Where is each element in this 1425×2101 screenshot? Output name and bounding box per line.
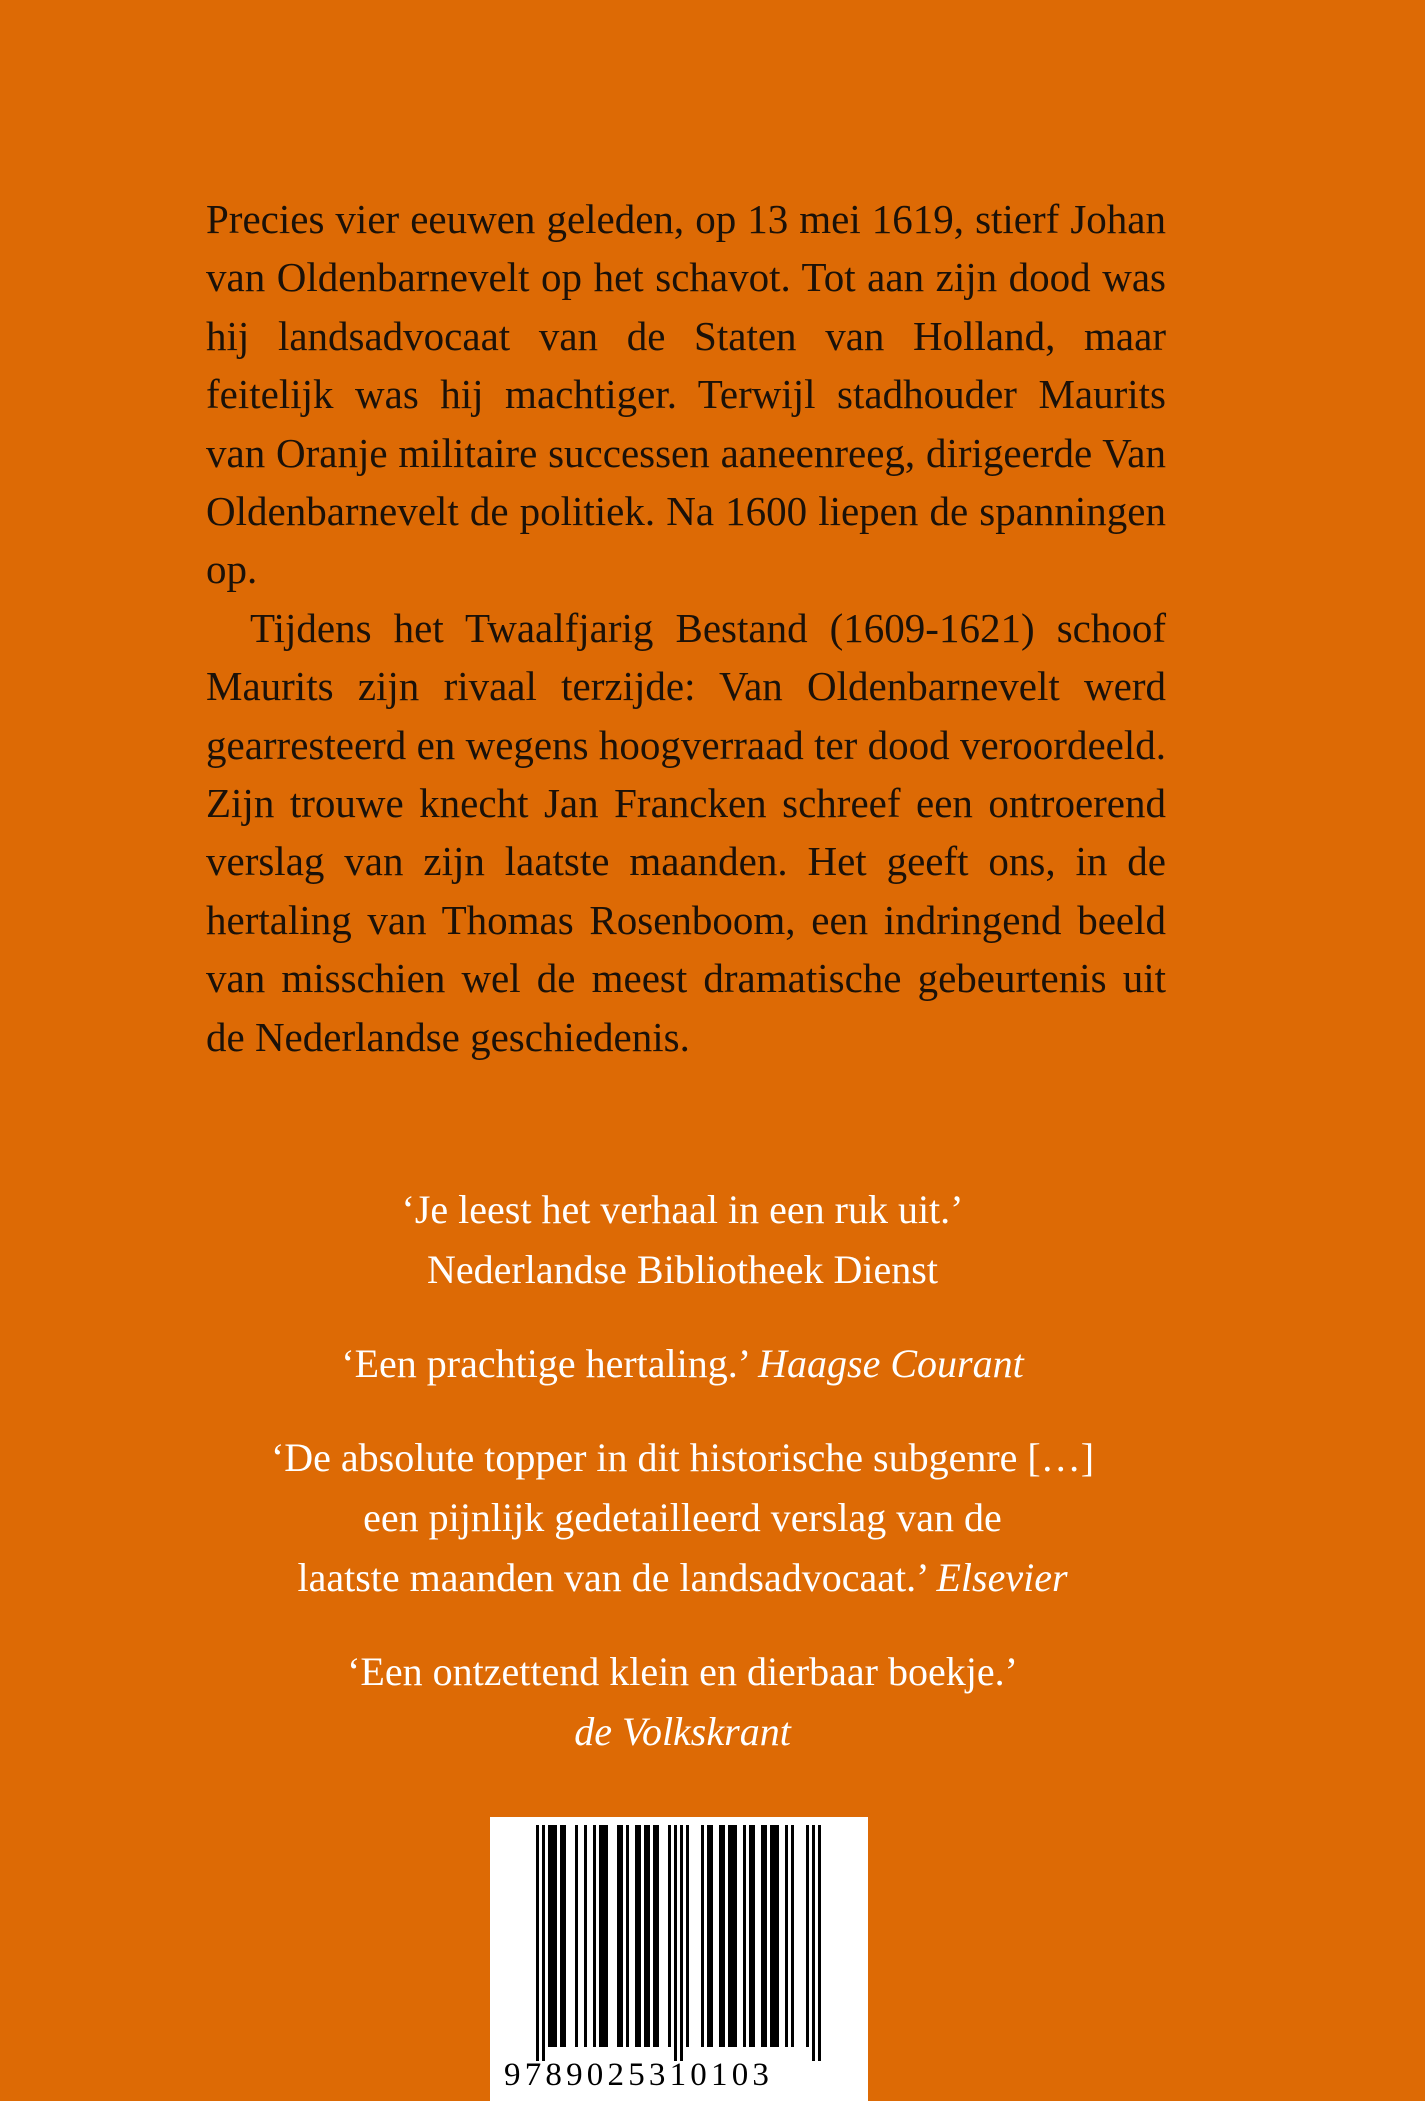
barcode-bar: [818, 1825, 821, 2061]
barcode-bar: [560, 1825, 563, 2047]
quote-line: [160, 1180, 1205, 1240]
barcode-bar: [575, 1825, 578, 2047]
barcode-bar: [656, 1825, 659, 2047]
barcode-bar: [728, 1825, 731, 2047]
barcode-bar: [764, 1825, 767, 2047]
blurb-paragraph-2: Tijdens het Twaalfjarig Bestand (1609-1621) schoof Maurits zijn rivaal terzijde: Van Oldenbarnevelt werd gearresteerd en wegens hoogverraad ter dood veroordeeld. Zijn trouwe knecht Jan Francken schreef een ontroerend verslag van zijn laatste maanden. Het geeft ons, in de hertaling van Thomas Rosenboom, een indringend beeld van misschien wel de meest dramatische gebeurtenis uit de Nederlandse geschiedenis.: [206, 604, 1166, 1060]
quote-source: de Volkskrant: [574, 1709, 791, 1754]
barcode-bar: [791, 1825, 794, 2047]
barcode-bar: [593, 1825, 596, 2047]
barcode: [490, 1817, 868, 2101]
barcode-bar: [719, 1825, 722, 2047]
barcode-bar: [548, 1825, 551, 2047]
barcode-bar: [686, 1825, 689, 2047]
review-quote: [160, 1334, 1205, 1394]
barcode-bar: [638, 1825, 641, 2047]
barcode-bar: [599, 1825, 602, 2047]
barcode-bar: [806, 1825, 809, 2047]
barcode-bar: [773, 1825, 776, 2047]
barcode-bar: [776, 1825, 779, 2047]
barcode-bar: [602, 1825, 605, 2047]
blurb-paragraph-1: Precies vier eeuwen geleden, op 13 mei 1619, stierf Johan van Oldenbarnevelt op het schavot. Tot aan zijn dood was hij landsadvocaat van de Staten van Holland, maar feitelijk was hij machtiger. Terwijl stadhouder Maurits van Oranje militaire successen aaneenreeg, dirigeerde Van Oldenbarnevelt de politiek. Na 1600 liepen de spanningen op.: [206, 196, 1166, 593]
barcode-bar: [743, 1825, 746, 2047]
review-quote: [160, 1428, 1205, 1608]
barcode-bar: [584, 1825, 587, 2047]
quote-line: [160, 1548, 1205, 1608]
barcode-bar: [701, 1825, 704, 2047]
barcode-bar: [536, 1825, 539, 2061]
barcode-bar: [635, 1825, 638, 2047]
barcode-bar: [647, 1825, 650, 2047]
barcode-bar: [785, 1825, 788, 2047]
barcode-bar: [752, 1825, 755, 2047]
barcode-bar: [707, 1825, 710, 2047]
review-quote: [160, 1180, 1205, 1300]
isbn-number: 9789025310103: [504, 2057, 774, 2093]
blurb-text: [206, 190, 1166, 1066]
quote-text: ‘De absolute topper in dit historische subgenre […]: [270, 1435, 1095, 1480]
barcode-bar: [620, 1825, 623, 2047]
barcode-bar: [749, 1825, 752, 2047]
barcode-bar: [644, 1825, 647, 2047]
barcode-bar: [770, 1825, 773, 2047]
quote-text: ‘Je leest het verhaal in een ruk uit.’: [401, 1187, 964, 1232]
quote-line: [160, 1334, 1205, 1394]
barcode-bar: [563, 1825, 566, 2047]
barcode-bar: [734, 1825, 737, 2047]
quote-text: laatste maanden van de landsadvocaat.’: [297, 1555, 927, 1600]
barcode-bar: [674, 1825, 677, 2061]
barcode-bar: [542, 1825, 545, 2061]
barcode-bar: [617, 1825, 620, 2047]
barcode-bar: [554, 1825, 557, 2047]
quote-source: Haagse Courant: [758, 1341, 1024, 1386]
barcode-bar: [668, 1825, 671, 2047]
quote-text: een pijnlijk gedetailleerd verslag van de: [363, 1495, 1002, 1540]
quote-source: Elsevier: [936, 1555, 1068, 1600]
barcode-bar: [710, 1825, 713, 2047]
barcode-bar: [722, 1825, 725, 2047]
quote-text: ‘Een ontzettend klein en dierbaar boekje.’: [347, 1649, 1018, 1694]
barcode-bar: [653, 1825, 656, 2047]
quote-text: ‘Een prachtige hertaling.’: [341, 1341, 749, 1386]
quote-source: Nederlandse Bibliotheek Dienst: [427, 1247, 938, 1292]
barcode-bar: [605, 1825, 608, 2047]
quote-line: [160, 1642, 1205, 1702]
quote-line: [160, 1428, 1205, 1488]
review-quote: [160, 1642, 1205, 1762]
barcode-bar: [551, 1825, 554, 2047]
barcode-bar: [626, 1825, 629, 2047]
barcode-bar: [812, 1825, 815, 2061]
barcode-bar: [680, 1825, 683, 2061]
quote-line: [160, 1488, 1205, 1548]
barcode-bar: [761, 1825, 764, 2047]
review-quotes: [160, 1180, 1205, 1796]
barcode-bar: [731, 1825, 734, 2047]
